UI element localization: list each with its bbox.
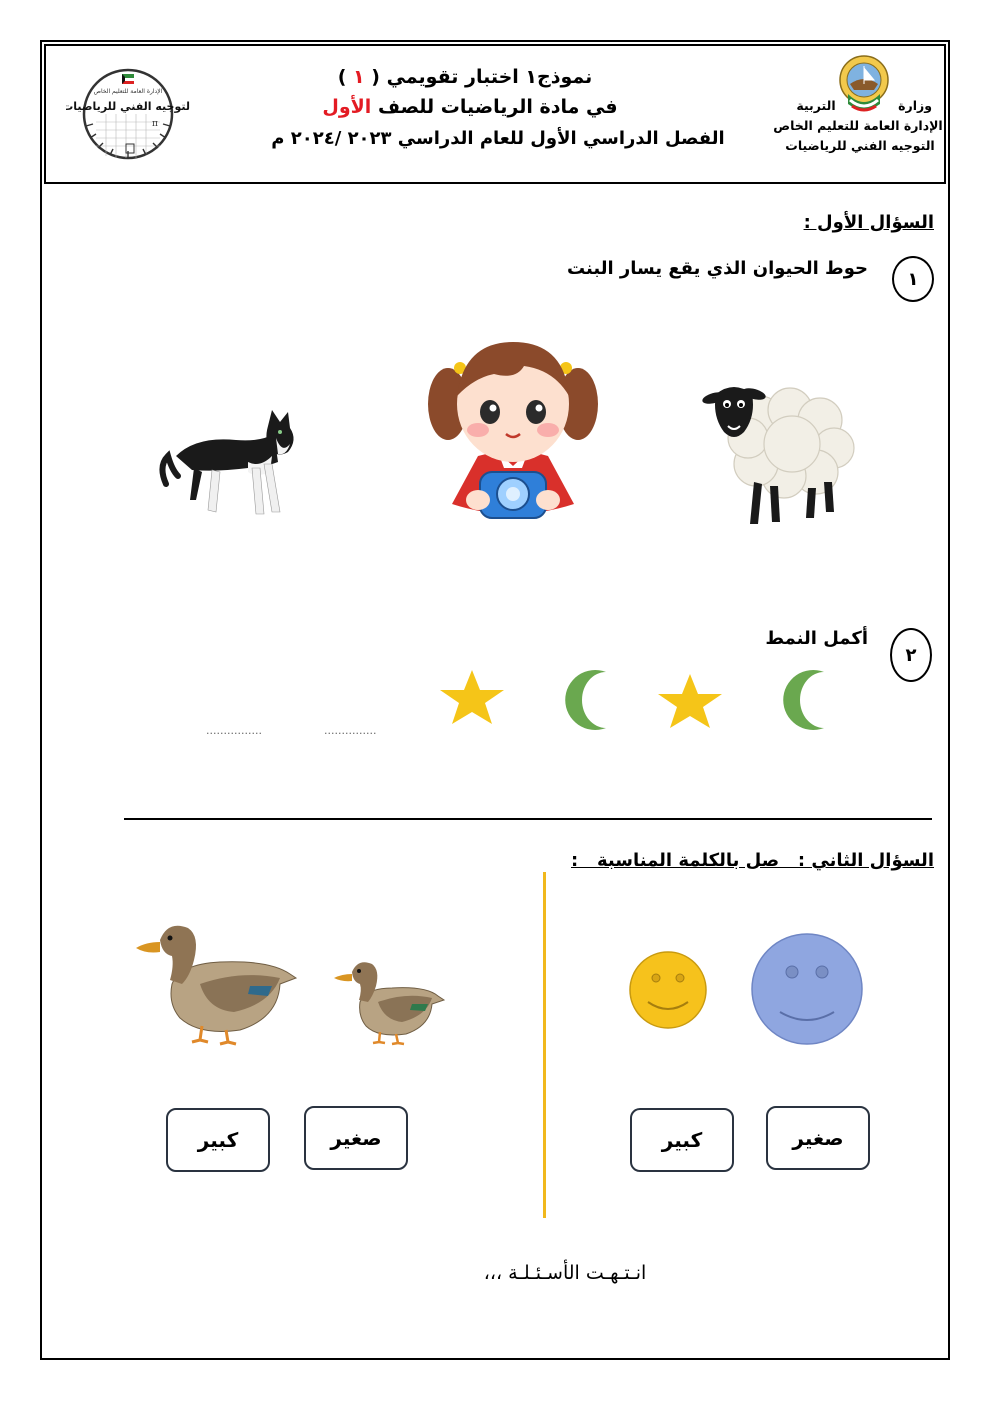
ministry-word-2: التربية — [796, 98, 836, 113]
protractor-logo-icon — [66, 64, 190, 168]
big-face-icon — [750, 932, 864, 1046]
star-icon — [654, 672, 726, 730]
sheep-image — [700, 372, 858, 530]
cat-image — [156, 406, 302, 522]
question1-title: السؤال الأول : — [803, 212, 934, 233]
pattern-blank-2[interactable]: ................ — [206, 724, 262, 737]
big-duck-image — [130, 914, 300, 1046]
moon-icon — [562, 668, 618, 732]
small-duck-image — [332, 954, 446, 1046]
question2-title: السؤال الثاني : صل بالكلمة المناسبة : — [571, 850, 934, 871]
end-of-questions: انـتـهـت الأسـئـلـة ،،، — [483, 1262, 647, 1284]
math-supervision-logo — [66, 64, 190, 168]
ministry-line-2: الإدارة العامة للتعليم الخاص — [773, 118, 943, 133]
ducks-small-word-box[interactable]: صغير — [304, 1106, 408, 1170]
svg-text:الإدارة العامة للتعليم الخاص: الإدارة العامة للتعليم الخاص — [93, 88, 163, 95]
exam-title: نموذج١ اختبار تقويمي ( ١ ) — [337, 66, 593, 88]
item1-text: حوط الحيوان الذي يقع يسار البنت — [566, 258, 868, 279]
vertical-divider — [543, 872, 546, 1218]
faces-small-word-box[interactable]: صغير — [766, 1106, 870, 1170]
faces-big-word-box[interactable]: كبير — [630, 1108, 734, 1172]
item2-text: أكمل النمط — [765, 628, 868, 649]
svg-text:π: π — [152, 119, 158, 129]
svg-text:التوجيه الفني للرياضيات: التوجيه الفني للرياضيات — [66, 100, 190, 113]
ducks-big-word-box[interactable]: كبير — [166, 1108, 270, 1172]
item1-number: ١ — [892, 256, 934, 302]
ministry-line-3: التوجيه الفني للرياضيات — [785, 138, 935, 153]
pattern-blank-1[interactable]: ............... — [324, 724, 377, 737]
girl-with-camera-image — [424, 334, 602, 520]
small-face-icon — [628, 950, 708, 1030]
section-divider — [124, 818, 932, 820]
item2-number: ٢ — [890, 628, 932, 682]
subject-line: في مادة الرياضيات للصف الأول — [322, 96, 618, 118]
star-icon — [436, 668, 508, 726]
ministry-word-1: وزارة — [898, 98, 932, 113]
term-line: الفصل الدراسي الأول للعام الدراسي ٢٠٢٣ /٢٠٢٤ م — [271, 128, 725, 149]
moon-icon — [780, 668, 836, 732]
